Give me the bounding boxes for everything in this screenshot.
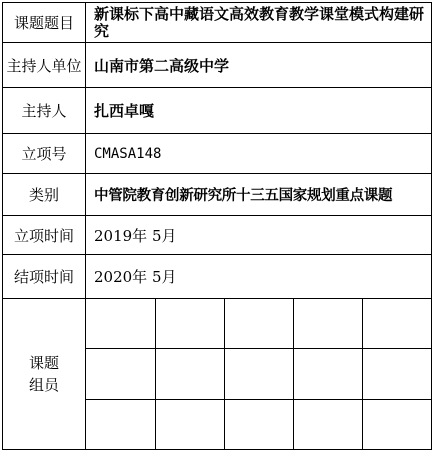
category-label: 类别 bbox=[3, 174, 86, 216]
members-grid bbox=[86, 299, 431, 449]
row-members bbox=[3, 299, 432, 450]
host-unit-value: 山南市第二高级中学 bbox=[86, 43, 432, 88]
start-time-label: 立项时间 bbox=[3, 216, 86, 255]
member-cell bbox=[224, 349, 293, 399]
member-cell bbox=[86, 349, 155, 399]
members-grid-row bbox=[86, 299, 431, 349]
row-topic bbox=[3, 3, 432, 43]
row-project-no bbox=[3, 134, 432, 174]
member-cell bbox=[224, 299, 293, 349]
members-grid-row bbox=[86, 349, 431, 399]
row-start-time bbox=[3, 216, 432, 255]
member-cell bbox=[224, 399, 293, 449]
end-time-value: 2020年 5月 bbox=[86, 255, 432, 299]
category-value: 中管院教育创新研究所十三五国家规划重点课题 bbox=[86, 174, 432, 216]
member-cell bbox=[155, 349, 224, 399]
members-label-line1: 课题 bbox=[28, 354, 59, 372]
member-cell bbox=[155, 399, 224, 449]
host-unit-label: 主持人单位 bbox=[3, 43, 86, 88]
project-record-table bbox=[2, 2, 432, 450]
row-host bbox=[3, 88, 432, 134]
member-cell bbox=[293, 349, 362, 399]
member-cell bbox=[293, 399, 362, 449]
topic-label: 课题题目 bbox=[3, 3, 86, 43]
member-cell bbox=[362, 349, 431, 399]
project-no-value: CMASA148 bbox=[86, 134, 432, 174]
member-cell bbox=[362, 399, 431, 449]
host-value: 扎西卓嘎 bbox=[86, 88, 432, 134]
topic-value: 新课标下高中藏语文高效教育教学课堂模式构建研究 bbox=[86, 3, 432, 43]
member-cell bbox=[293, 299, 362, 349]
row-category bbox=[3, 174, 432, 216]
end-time-label: 结项时间 bbox=[3, 255, 86, 299]
row-end-time bbox=[3, 255, 432, 299]
member-cell bbox=[362, 299, 431, 349]
member-cell bbox=[86, 299, 155, 349]
members-grid-cell bbox=[86, 299, 432, 450]
project-no-label: 立项号 bbox=[3, 134, 86, 174]
start-time-value: 2019年 5月 bbox=[86, 216, 432, 255]
row-host-unit bbox=[3, 43, 432, 88]
members-grid-row bbox=[86, 399, 431, 449]
member-cell bbox=[86, 399, 155, 449]
members-label bbox=[3, 299, 86, 450]
members-label-line2: 组员 bbox=[28, 376, 59, 394]
member-cell bbox=[155, 299, 224, 349]
host-label: 主持人 bbox=[3, 88, 86, 134]
